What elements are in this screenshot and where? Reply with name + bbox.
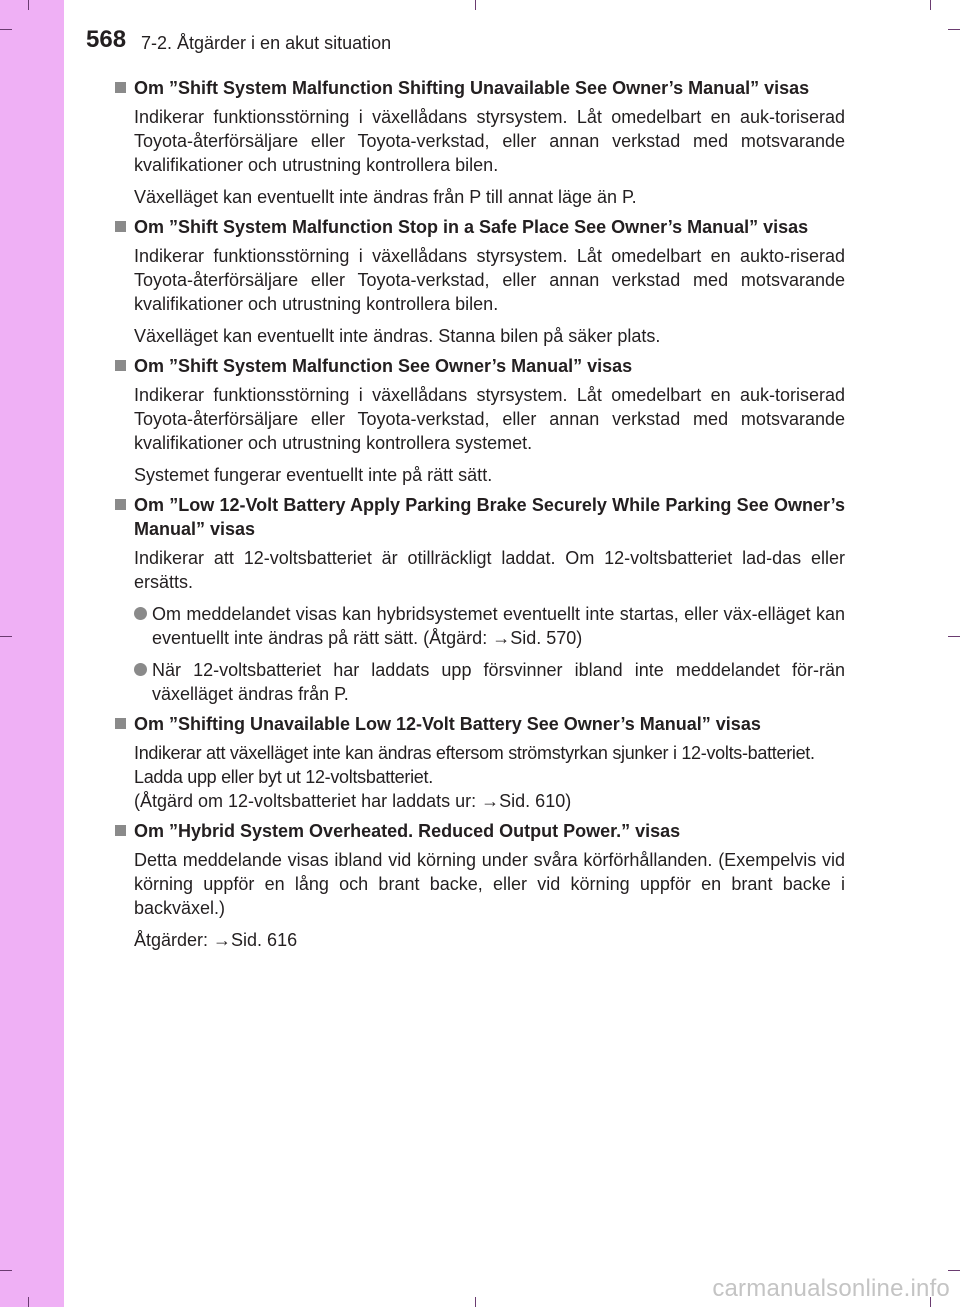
square-bullet-icon <box>115 221 126 232</box>
section-heading: Om ”Shift System Malfunction Shifting Unavailable See Owner’s Manual” visas <box>115 76 845 100</box>
crop-mark <box>930 0 931 10</box>
section-heading: Om ”Shift System Malfunction Stop in a Safe Place See Owner’s Manual” visas <box>115 215 845 239</box>
paragraph: (Åtgärd om 12-voltsbatteriet har laddats ur: →Sid. 610) <box>134 791 572 811</box>
paragraph: Växelläget kan eventuellt inte ändras från P till annat läge än P. <box>134 187 637 207</box>
crop-mark <box>0 29 12 30</box>
crop-mark <box>0 1270 12 1271</box>
section-heading: Om ”Low 12-Volt Battery Apply Parking Brake Securely While Parking See Owner’s Manual” visas <box>115 493 845 541</box>
crop-mark <box>475 0 476 10</box>
square-bullet-icon <box>115 360 126 371</box>
section-heading: Om ”Hybrid System Overheated. Reduced Output Power.” visas <box>115 819 845 843</box>
paragraph: Indikerar funktionsstörning i växellådans styrsystem. Låt omedelbart en auk-toriserad Toyota-återförsäljare eller Toyota-verkstad, eller annan verkstad med motsvarande kvalifikationer och utrustning kontrollera systemet. <box>134 385 845 453</box>
paragraph: Indikerar funktionsstörning i växellådans styrsystem. Låt omedelbart en auk-toriserad Toyota-återförsäljare eller Toyota-verkstad, eller annan verkstad med motsvarande kvalifikationer och utrustning kontrollera bilen. <box>134 107 845 175</box>
crop-mark <box>0 636 12 637</box>
paragraph: Indikerar att växelläget inte kan ändras eftersom strömstyrkan sjunker i 12-volts-batteriet. Ladda upp eller byt ut 12-voltsbatteriet. <box>134 743 815 787</box>
paragraph: Detta meddelande visas ibland vid körning under svåra körförhållanden. (Exempelvis vid körning uppför en lång och brant backe, eller vid körning uppför en brant backe i backväxel.) <box>134 850 845 918</box>
page-content <box>115 76 845 952</box>
paragraph: Systemet fungerar eventuellt inte på rätt sätt. <box>134 465 493 485</box>
paragraph: Åtgärder: →Sid. 616 <box>134 930 298 950</box>
page-number: 568 <box>86 26 127 53</box>
crop-mark <box>28 1297 29 1307</box>
paragraph: Indikerar funktionsstörning i växellådans styrsystem. Låt omedelbart en aukto-riserad Toyota-återförsäljare eller Toyota-verkstad, eller annan verkstad med motsvarande kvalifikationer och utrustning kontrollera bilen. <box>134 246 845 314</box>
watermark: carmanualsonline.info <box>712 1275 950 1302</box>
crop-mark <box>28 0 29 10</box>
list-item: När 12-voltsbatteriet har laddats upp försvinner ibland inte meddelandet för-rän växelläget ändras från P. <box>115 658 845 706</box>
square-bullet-icon <box>115 82 126 93</box>
square-bullet-icon <box>115 718 126 729</box>
square-bullet-icon <box>115 499 126 510</box>
section-heading: Om ”Shifting Unavailable Low 12-Volt Battery See Owner’s Manual” visas <box>115 712 845 736</box>
square-bullet-icon <box>115 825 126 836</box>
paragraph: Växelläget kan eventuellt inte ändras. Stanna bilen på säker plats. <box>134 326 661 346</box>
list-item: Om meddelandet visas kan hybridsystemet eventuellt inte startas, eller väx-elläget kan eventuellt inte ändras på rätt sätt. (Åtgärd: →Sid. 570) <box>115 602 845 650</box>
section-heading: Om ”Shift System Malfunction See Owner’s Manual” visas <box>115 354 845 378</box>
paragraph: Indikerar att 12-voltsbatteriet är otillräckligt laddat. Om 12-voltsbatteriet lad-das eller ersätts. <box>134 548 845 592</box>
round-bullet-icon <box>134 607 147 620</box>
crop-mark <box>948 29 960 30</box>
crop-mark <box>948 636 960 637</box>
running-head: 7-2. Åtgärder i en akut situation <box>141 33 392 53</box>
crop-mark <box>948 1270 960 1271</box>
crop-mark <box>475 1297 476 1307</box>
round-bullet-icon <box>134 663 147 676</box>
page-side-strip <box>0 0 64 1307</box>
